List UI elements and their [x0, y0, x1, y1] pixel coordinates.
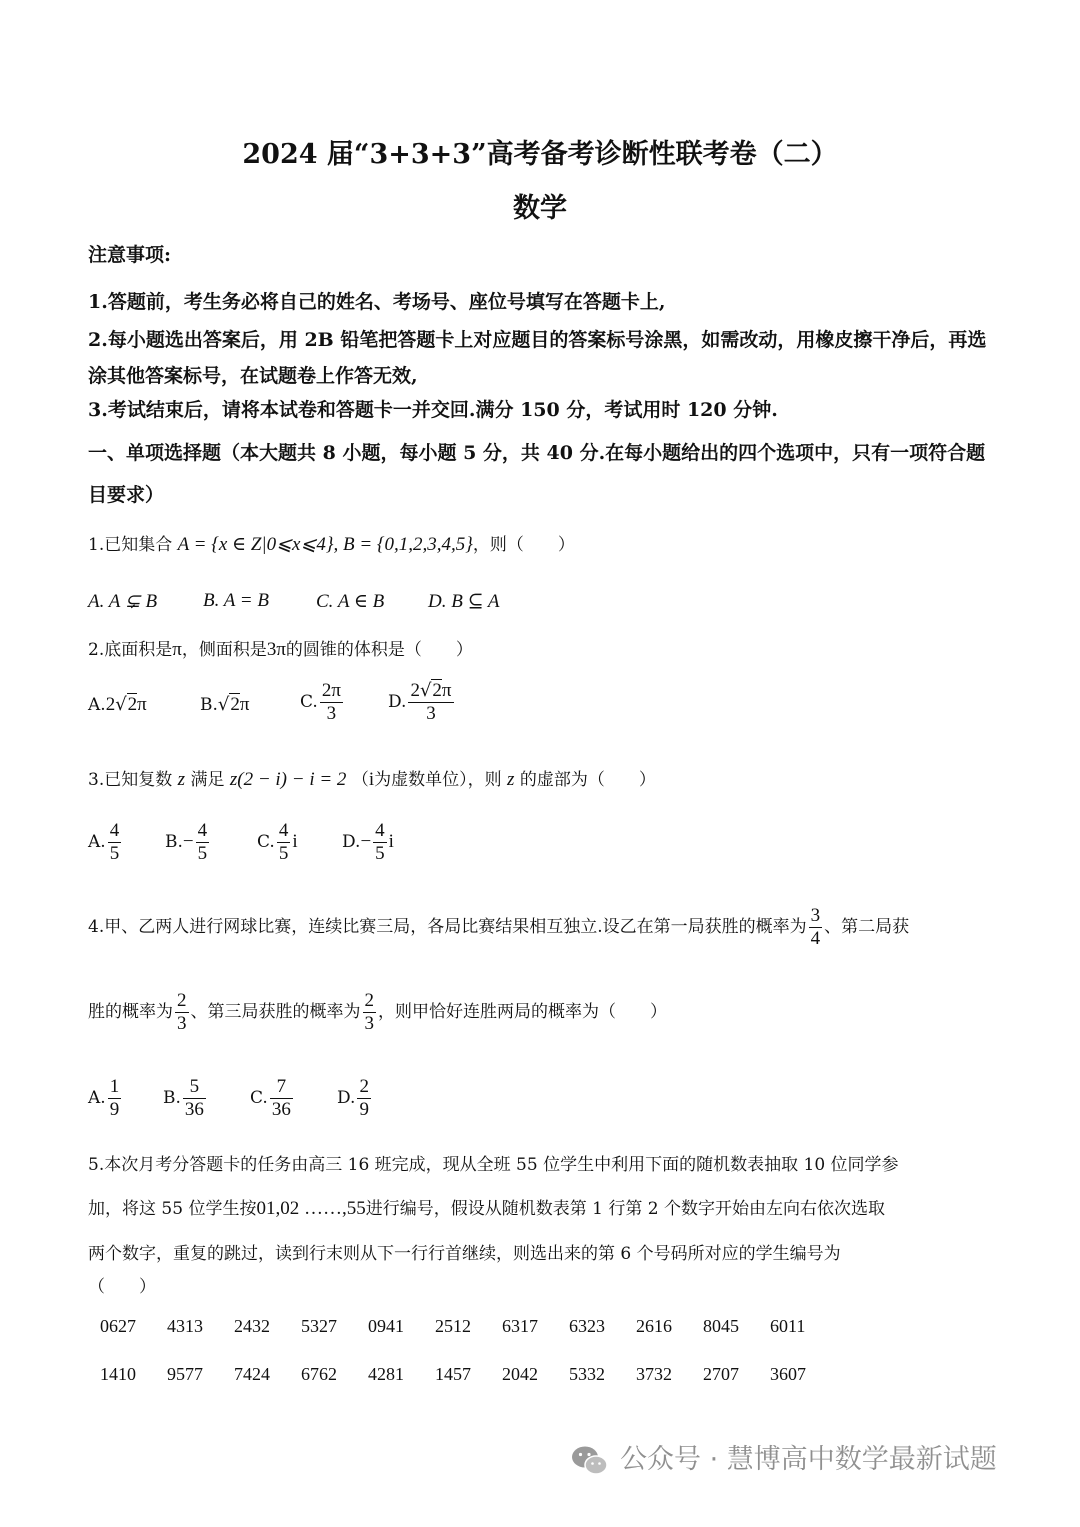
q2-option-d: D. $\frac{2√2\pi}{3}$: [388, 680, 452, 724]
q1-suffix: ，则（ ）: [472, 535, 575, 555]
q3-option-a: A. $\frac{4}{5}$: [88, 820, 120, 864]
wechat-icon: [570, 1444, 610, 1478]
question-2: 2.底面积是π，侧面积是3π的圆锥的体积是（ ）: [88, 639, 473, 660]
question-4-line-1: 4.甲、乙两人进行网球比赛，连续比赛三局，各局比赛结果相互独立.设乙在第一局获胜的概率为 $\frac{3}{4}$ 、第二局获: [88, 905, 910, 949]
q4-option-c: C. $\frac{7}{36}$: [250, 1076, 291, 1120]
q1-option-a: A. A ⊊ B: [88, 591, 158, 612]
question-5-line-3: 两个数字，重复的跳过，读到行末则从下一行行首继续，则选出来的第 6 个号码所对应的学生编号为: [88, 1244, 841, 1264]
watermark-text: 公众号 · 慧博高中数学最新试题: [620, 1444, 997, 1475]
question-5-line-2: 加，将这 55 位学生按01,02 ……,55进行编号，假设从随机数表第 1 行第 2 个数字开始由左向右依次选取: [88, 1198, 885, 1219]
notice-item-2: 2.每小题选出答案后，用 2B 铅笔把答题卡上对应题目的答案标号涂黑，如需改动，用橡皮擦干净后，再选涂其他答案标号，在试题卷上作答无效,: [88, 329, 987, 387]
question-1: [88, 530, 575, 556]
random-table-row-2: 1410 9577 7424 6762 4281 1457 2042 5332 3732 2707 3607: [100, 1364, 806, 1384]
q2-option-c: C. $\frac{2\pi}{3}$: [300, 680, 341, 724]
question-5-line-4: （ ）: [88, 1277, 156, 1297]
q3-option-c: C. $\frac{4}{5}$ i: [257, 820, 298, 864]
exam-subject: 数学: [513, 193, 567, 224]
q1-set-b: , B = {0,1,2,3,4,5}: [333, 534, 473, 555]
q4-option-b: B. $\frac{5}{36}$: [163, 1076, 204, 1120]
q1-set-a: A = {x ∈ Z|0⩽x⩽4}: [177, 534, 334, 555]
q2-option-b: B.√2π: [200, 694, 250, 715]
q4-option-a: A. $\frac{1}{9}$: [88, 1076, 120, 1120]
section-heading: 一、单项选择题（本大题共 8 小题，每小题 5 分，共 40 分.在每小题给出的四个选项中，只有一项符合题目要求）: [88, 442, 986, 506]
question-5-line-1: 5.本次月考分答题卡的任务由高三 16 班完成，现从全班 55 位学生中利用下面的随机数表抽取 10 位同学参: [88, 1155, 899, 1175]
q2-option-a: A.2√2π: [88, 694, 147, 715]
q4-option-d: D. $\frac{2}{9}$: [337, 1076, 369, 1120]
question-4-line-2: 胜的概率为 $\frac{2}{3}$ 、第三局获胜的概率为 $\frac{2}{3}$ ，则甲恰好连胜两局的概率为（ ）: [88, 990, 667, 1034]
q3-option-b: B.− $\frac{4}{5}$: [165, 820, 208, 864]
q3-option-d: D.− $\frac{4}{5}$ i: [342, 820, 394, 864]
question-3: 3.已知复数 z 满足 z(2 − i) − i = 2 （i为虚数单位），则 z 的虚部为（ ）: [88, 769, 656, 790]
q1-option-d: D. B ⊆ A: [428, 591, 500, 612]
notice-item-3: 3.考试结束后，请将本试卷和答题卡一并交回.满分 150 分，考试用时 120 分钟.: [88, 399, 778, 421]
q1-option-b: B. A = B: [203, 590, 269, 611]
exam-title: 2024 届“3+3+3”高考备考诊断性联考卷（二）: [242, 139, 838, 170]
q1-prefix: 1.已知集合: [88, 535, 173, 555]
notice-heading: 注意事项:: [88, 244, 172, 266]
random-table-row-1: 0627 4313 2432 5327 0941 2512 6317 6323 2616 8045 6011: [100, 1316, 806, 1336]
q1-option-c: C. A ∈ B: [316, 591, 385, 612]
notice-item-1: 1.答题前，考生务必将自己的姓名、考场号、座位号填写在答题卡上,: [88, 291, 666, 313]
watermark: [570, 1437, 997, 1478]
